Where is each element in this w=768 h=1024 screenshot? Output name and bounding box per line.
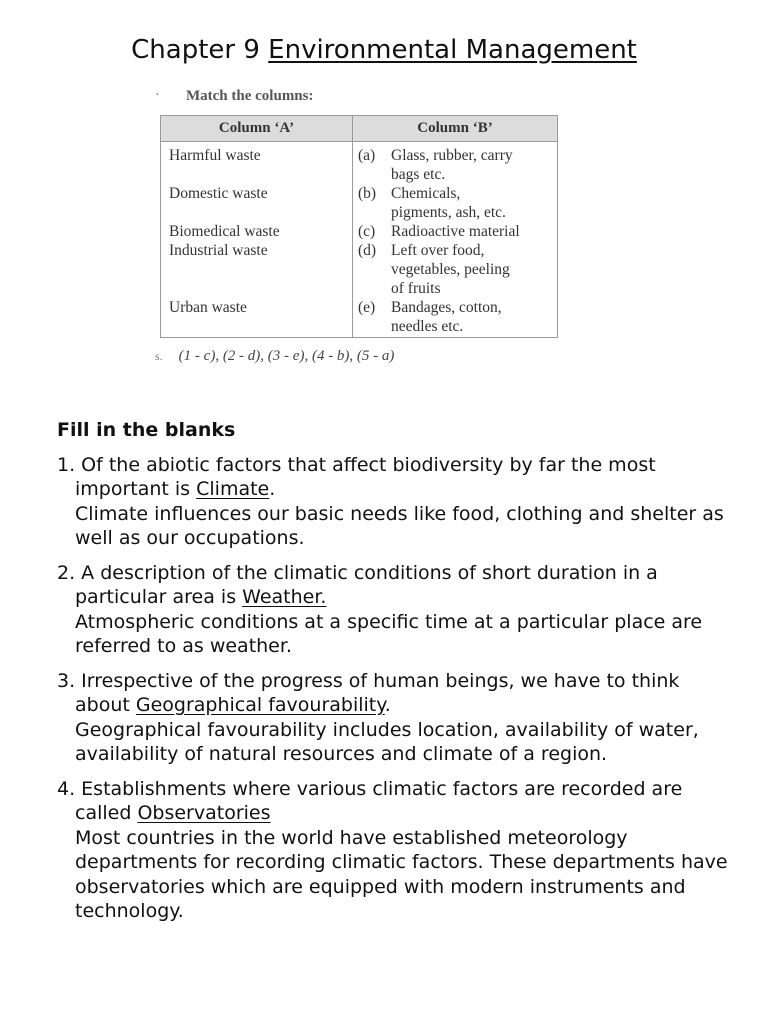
table-row: [161, 184, 558, 222]
option-tag: (c): [358, 223, 376, 240]
chapter-number: Chapter 9: [131, 35, 260, 65]
option-tag: (a): [358, 147, 376, 164]
option-tag: (e): [358, 299, 376, 316]
answer-blank: Weather.: [242, 586, 327, 608]
option-tag: (d): [358, 242, 377, 259]
section-heading: Fill in the blanks: [57, 419, 236, 441]
question-prompt: 2. A description of the climatic conditions of short duration in a particular area is: [57, 561, 658, 608]
match-heading: Match the columns:: [186, 88, 314, 104]
question-punctuation: .: [269, 478, 276, 500]
question-text: [57, 453, 737, 502]
question-explanation: Climate influences our basic needs like food, clothing and shelter as well as our occupations.: [75, 502, 724, 549]
answer-number: s.: [155, 349, 163, 363]
column-b-cell: [353, 241, 558, 298]
match-question-number: ·: [155, 88, 160, 103]
column-b-cell: [353, 142, 558, 185]
question-explanation: Atmospheric conditions at a specific time at a particular place are referred to as weather.: [75, 610, 703, 657]
column-b-header: Column ‘B’: [353, 116, 558, 142]
option-text: vegetables, peeling: [391, 261, 510, 278]
question-text: [57, 561, 737, 610]
option-text: needles etc.: [391, 318, 464, 335]
answer-text: (1 - c), (2 - d), (3 - e), (4 - b), (5 - a): [178, 348, 395, 364]
match-table-header: [161, 116, 558, 142]
match-table: [160, 115, 558, 338]
match-columns-image: [155, 86, 575, 371]
option-tag: (b): [358, 185, 377, 202]
page-title: [0, 32, 768, 68]
answer-blank: Climate: [196, 478, 270, 500]
column-b-cell: [353, 222, 558, 241]
option-text: pigments, ash, etc.: [391, 204, 506, 221]
option-text: of fruits: [391, 280, 441, 297]
column-b-cell: [353, 298, 558, 338]
question-prompt: 1. Of the abiotic factors that affect biodiversity by far the most important is: [57, 453, 656, 500]
column-a-cell: Urban waste: [161, 298, 353, 338]
table-row: [161, 142, 558, 185]
question-text: [57, 669, 737, 718]
column-a-cell: Biomedical waste: [161, 222, 353, 241]
column-a-cell: Industrial waste: [161, 241, 353, 298]
option-text: Bandages, cotton,: [391, 299, 502, 316]
question-prompt: 3. Irrespective of the progress of human beings, we have to think about: [57, 669, 680, 716]
fill-in-the-blanks-section: [57, 418, 737, 934]
column-a-header: Column ‘A’: [161, 116, 353, 142]
question-punctuation: .: [384, 694, 391, 716]
table-row: [161, 241, 558, 298]
column-a-cell: Domestic waste: [161, 184, 353, 222]
answer-blank: Observatories: [137, 802, 271, 824]
option-text: Chemicals,: [391, 185, 461, 202]
option-text: Left over food,: [391, 242, 485, 259]
table-row: [161, 222, 558, 241]
table-row: [161, 298, 558, 338]
match-answer: [155, 348, 394, 365]
question-explanation: Geographical favourability includes location, availability of water, availability of natural resources and climate of a region.: [75, 718, 699, 765]
question-item: [57, 453, 737, 551]
chapter-title: Environmental Management: [268, 35, 637, 65]
question-prompt: 4. Establishments where various climatic factors are recorded are called: [57, 777, 683, 824]
question-item: [57, 561, 737, 659]
option-text: Glass, rubber, carry: [391, 147, 513, 164]
option-text: bags etc.: [391, 166, 446, 183]
answer-blank: Geographical favourability: [135, 694, 385, 716]
column-a-cell: Harmful waste: [161, 142, 353, 185]
question-item: [57, 777, 737, 924]
question-item: [57, 669, 737, 767]
question-explanation: Most countries in the world have established meteorology departments for recording climatic factors. These departments have observatories which are equipped with modern instruments and technology.: [75, 826, 728, 922]
question-text: [57, 777, 737, 826]
option-text: Radioactive material: [391, 223, 520, 240]
column-b-cell: [353, 184, 558, 222]
